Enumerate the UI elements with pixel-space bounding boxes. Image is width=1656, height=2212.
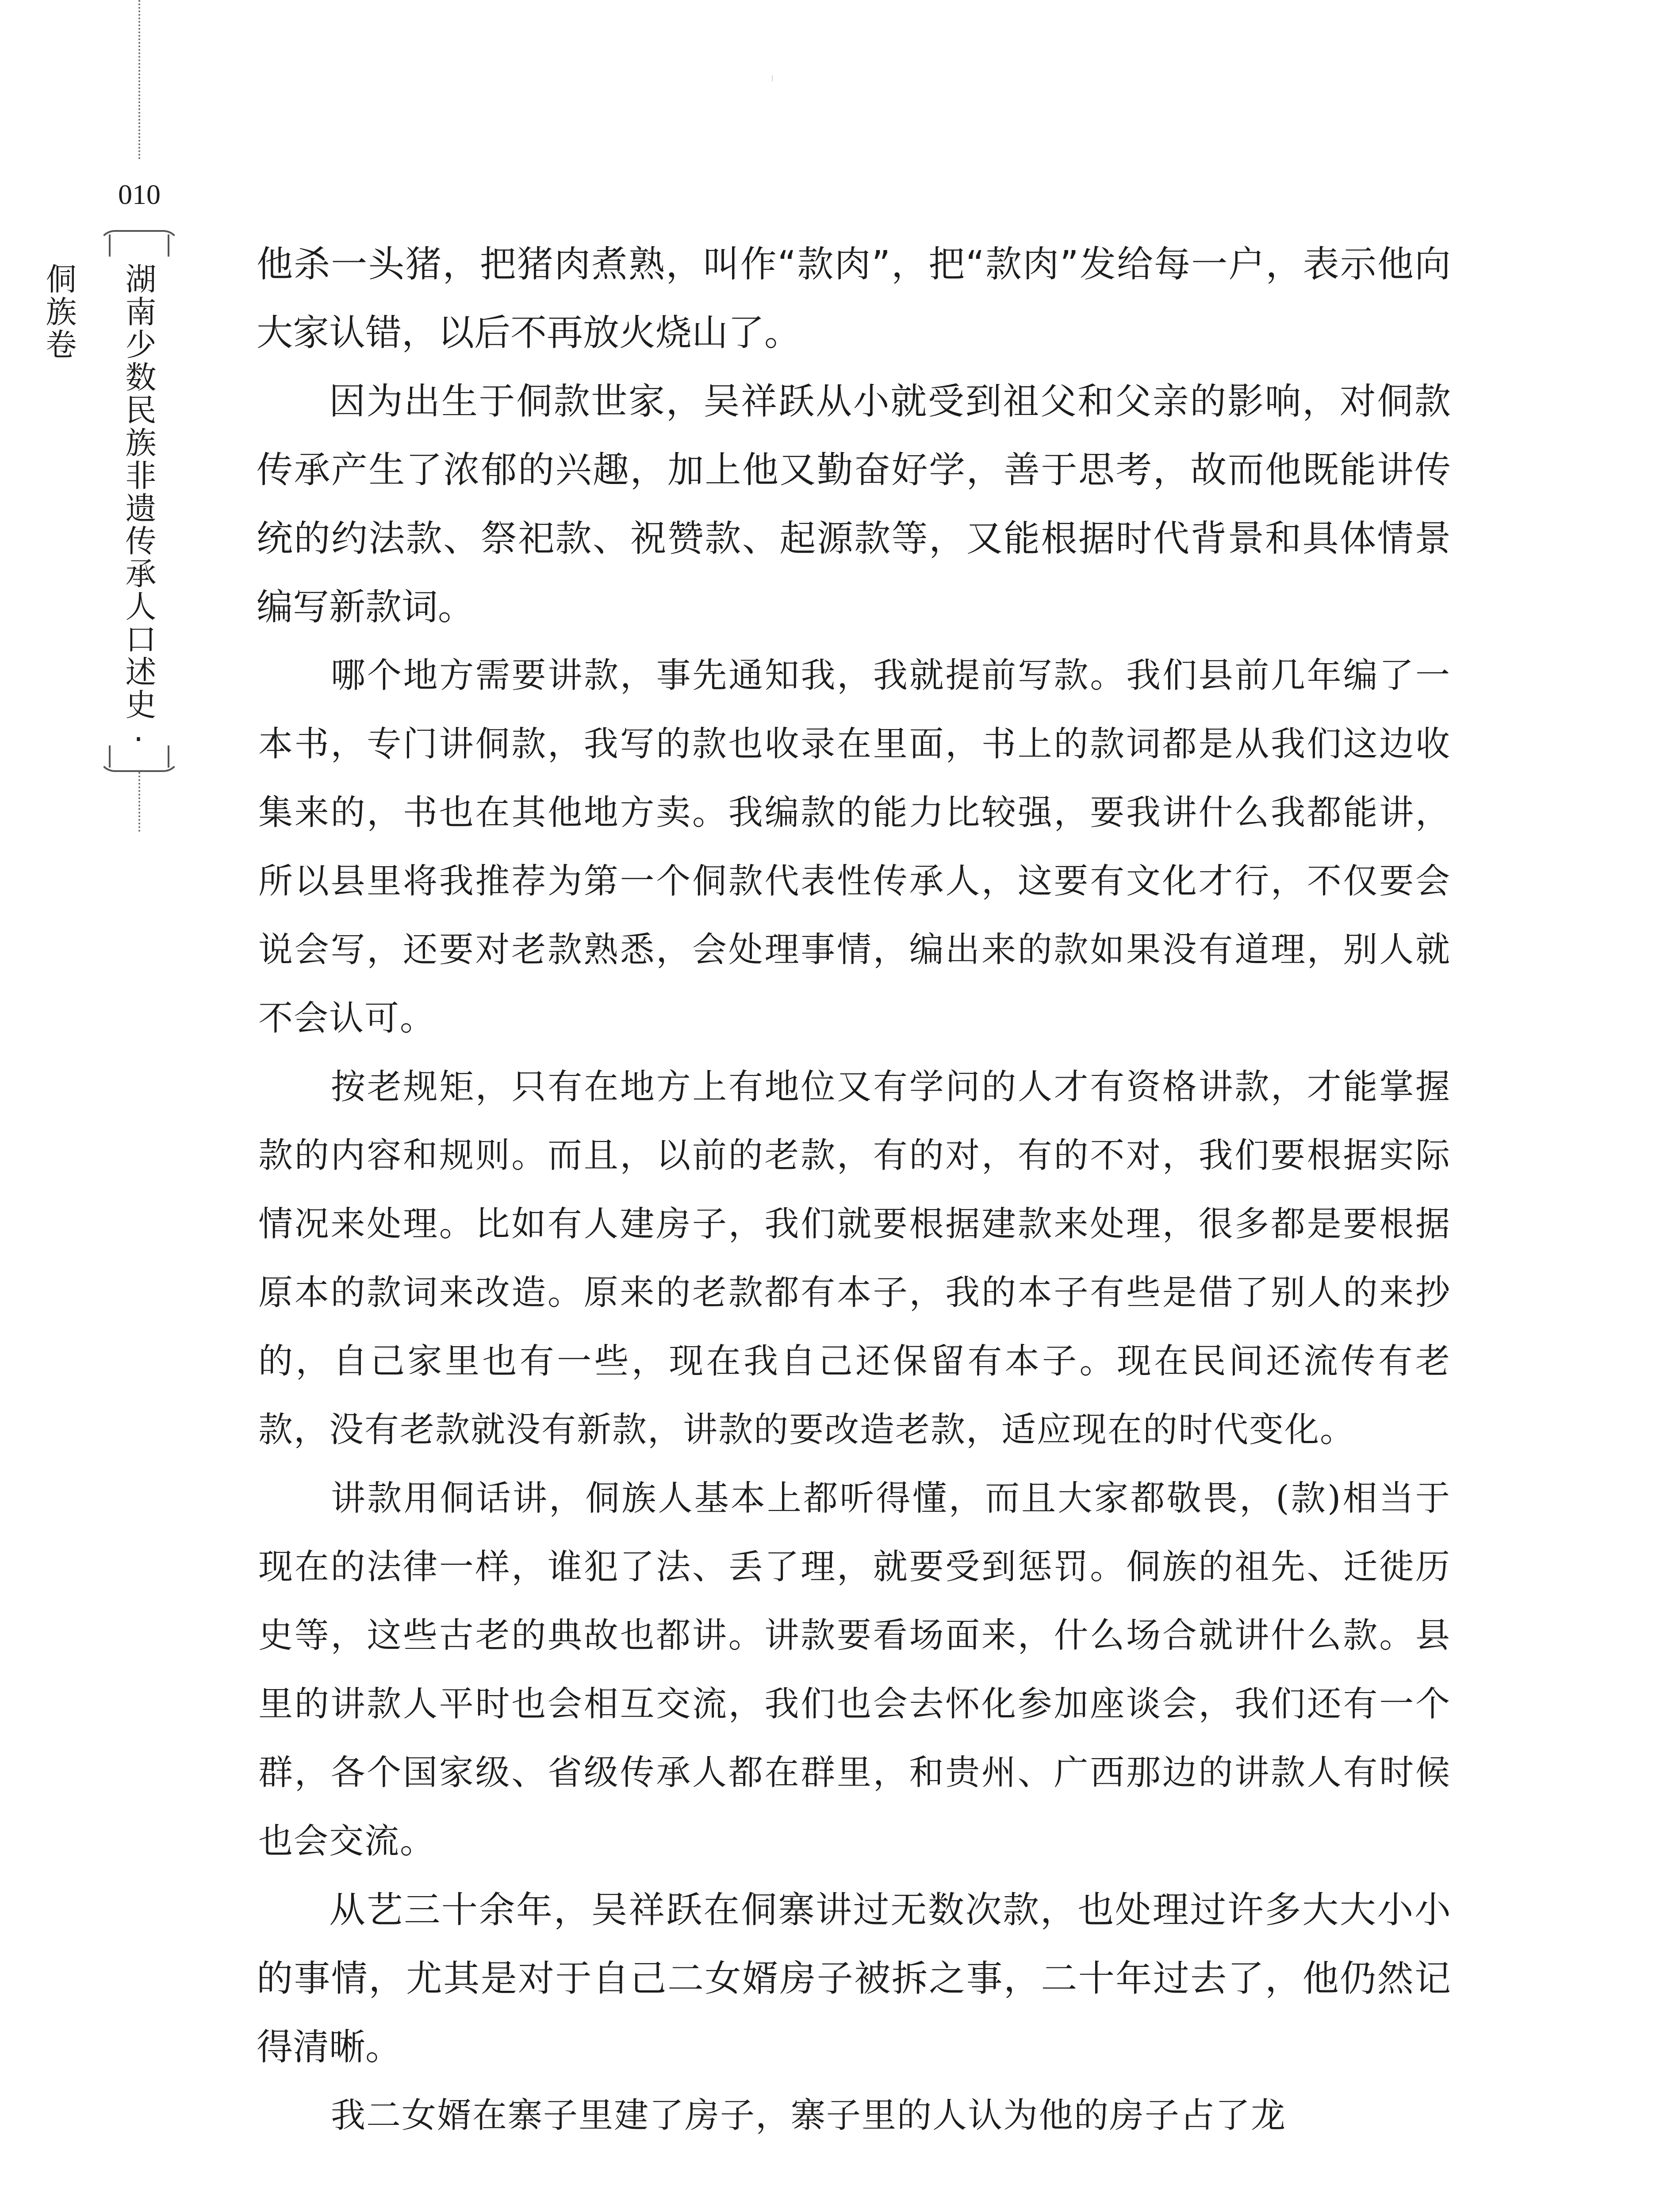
quote-paragraph-4: 我二女婿在寨子里建了房子，寨子里的人认为他的房子占了龙: [331, 2096, 1287, 2135]
running-title-frame: [41, 230, 180, 772]
paragraph-2: 因为出生于侗款世家，吴祥跃从小就受到祖父和父亲的影响，对侗款传承产生了浓郁的兴趣，加上他又勤奋好学，善于思考，故而他既能讲传统的约法款、祭祀款、祝赞款、起源款等，又能根据时代背景和具体情景编写新款词。: [257, 380, 1451, 628]
body-text: [257, 230, 1451, 2150]
running-title: 湖南少数民族非遗传承人口述史·侗族卷: [41, 263, 157, 759]
scan-mark: [772, 75, 773, 81]
quote-paragraph-3: 讲款用侗话讲，侗族人基本上都听得懂，而且大家都敬畏，(款)相当于现在的法律一样，谁犯了法、丢了理，就要受到惩罚。侗族的祖先、迁徙历史等，这些古老的典故也都讲。讲款要看场面来，什么场合就讲什么款。县里的讲款人平时也会相互交流，我们也会去怀化参加座谈会，我们还有一个群，各个国家级、省级传承人都在群里，和贵州、广西那边的讲款人有时候也会交流。: [258, 1479, 1451, 1861]
margin-rule-top: [138, 0, 140, 159]
paragraph-3: 从艺三十余年，吴祥跃在侗寨讲过无数次款，也处理过许多大大小小的事情，尤其是对于自己二女婿房子被拆之事，二十年过去了，他仍然记得清晰。: [257, 1889, 1451, 2068]
page-number: 010: [118, 179, 161, 210]
quote-paragraph-1: 哪个地方需要讲款，事先通知我，我就提前写款。我们县前几年编了一本书，专门讲侗款，我写的款也收录在里面，书上的款词都是从我们这边收集来的，书也在其他地方卖。我编款的能力比较强，要我讲什么我都能讲，所以县里将我推荐为第一个侗款代表性传承人，这要有文化才行，不仅要会说会写，还要对老款熟悉，会处理事情，编出来的款如果没有道理，别人就不会认可。: [258, 656, 1451, 1038]
paragraph-1: 他杀一头猪，把猪肉煮熟，叫作“款肉”，把“款肉”发给每一户，表示他向大家认错，以后不再放火烧山了。: [257, 243, 1451, 354]
quote-paragraph-2: 按老规矩，只有在地方上有地位又有学问的人才有资格讲款，才能掌握款的内容和规则。而且，以前的老款，有的对，有的不对，我们要根据实际情况来处理。比如有人建房子，我们就要根据建款来处理，很多都是要根据原本的款词来改造。原来的老款都有本子，我的本子有些是借了别人的来抄的，自己家里也有一些，现在我自己还保留有本子。现在民间还流传有老款，没有老款就没有新款，讲款的要改造老款，适应现在的时代变化。: [258, 1067, 1451, 1450]
margin-rule-bottom: [138, 772, 140, 832]
